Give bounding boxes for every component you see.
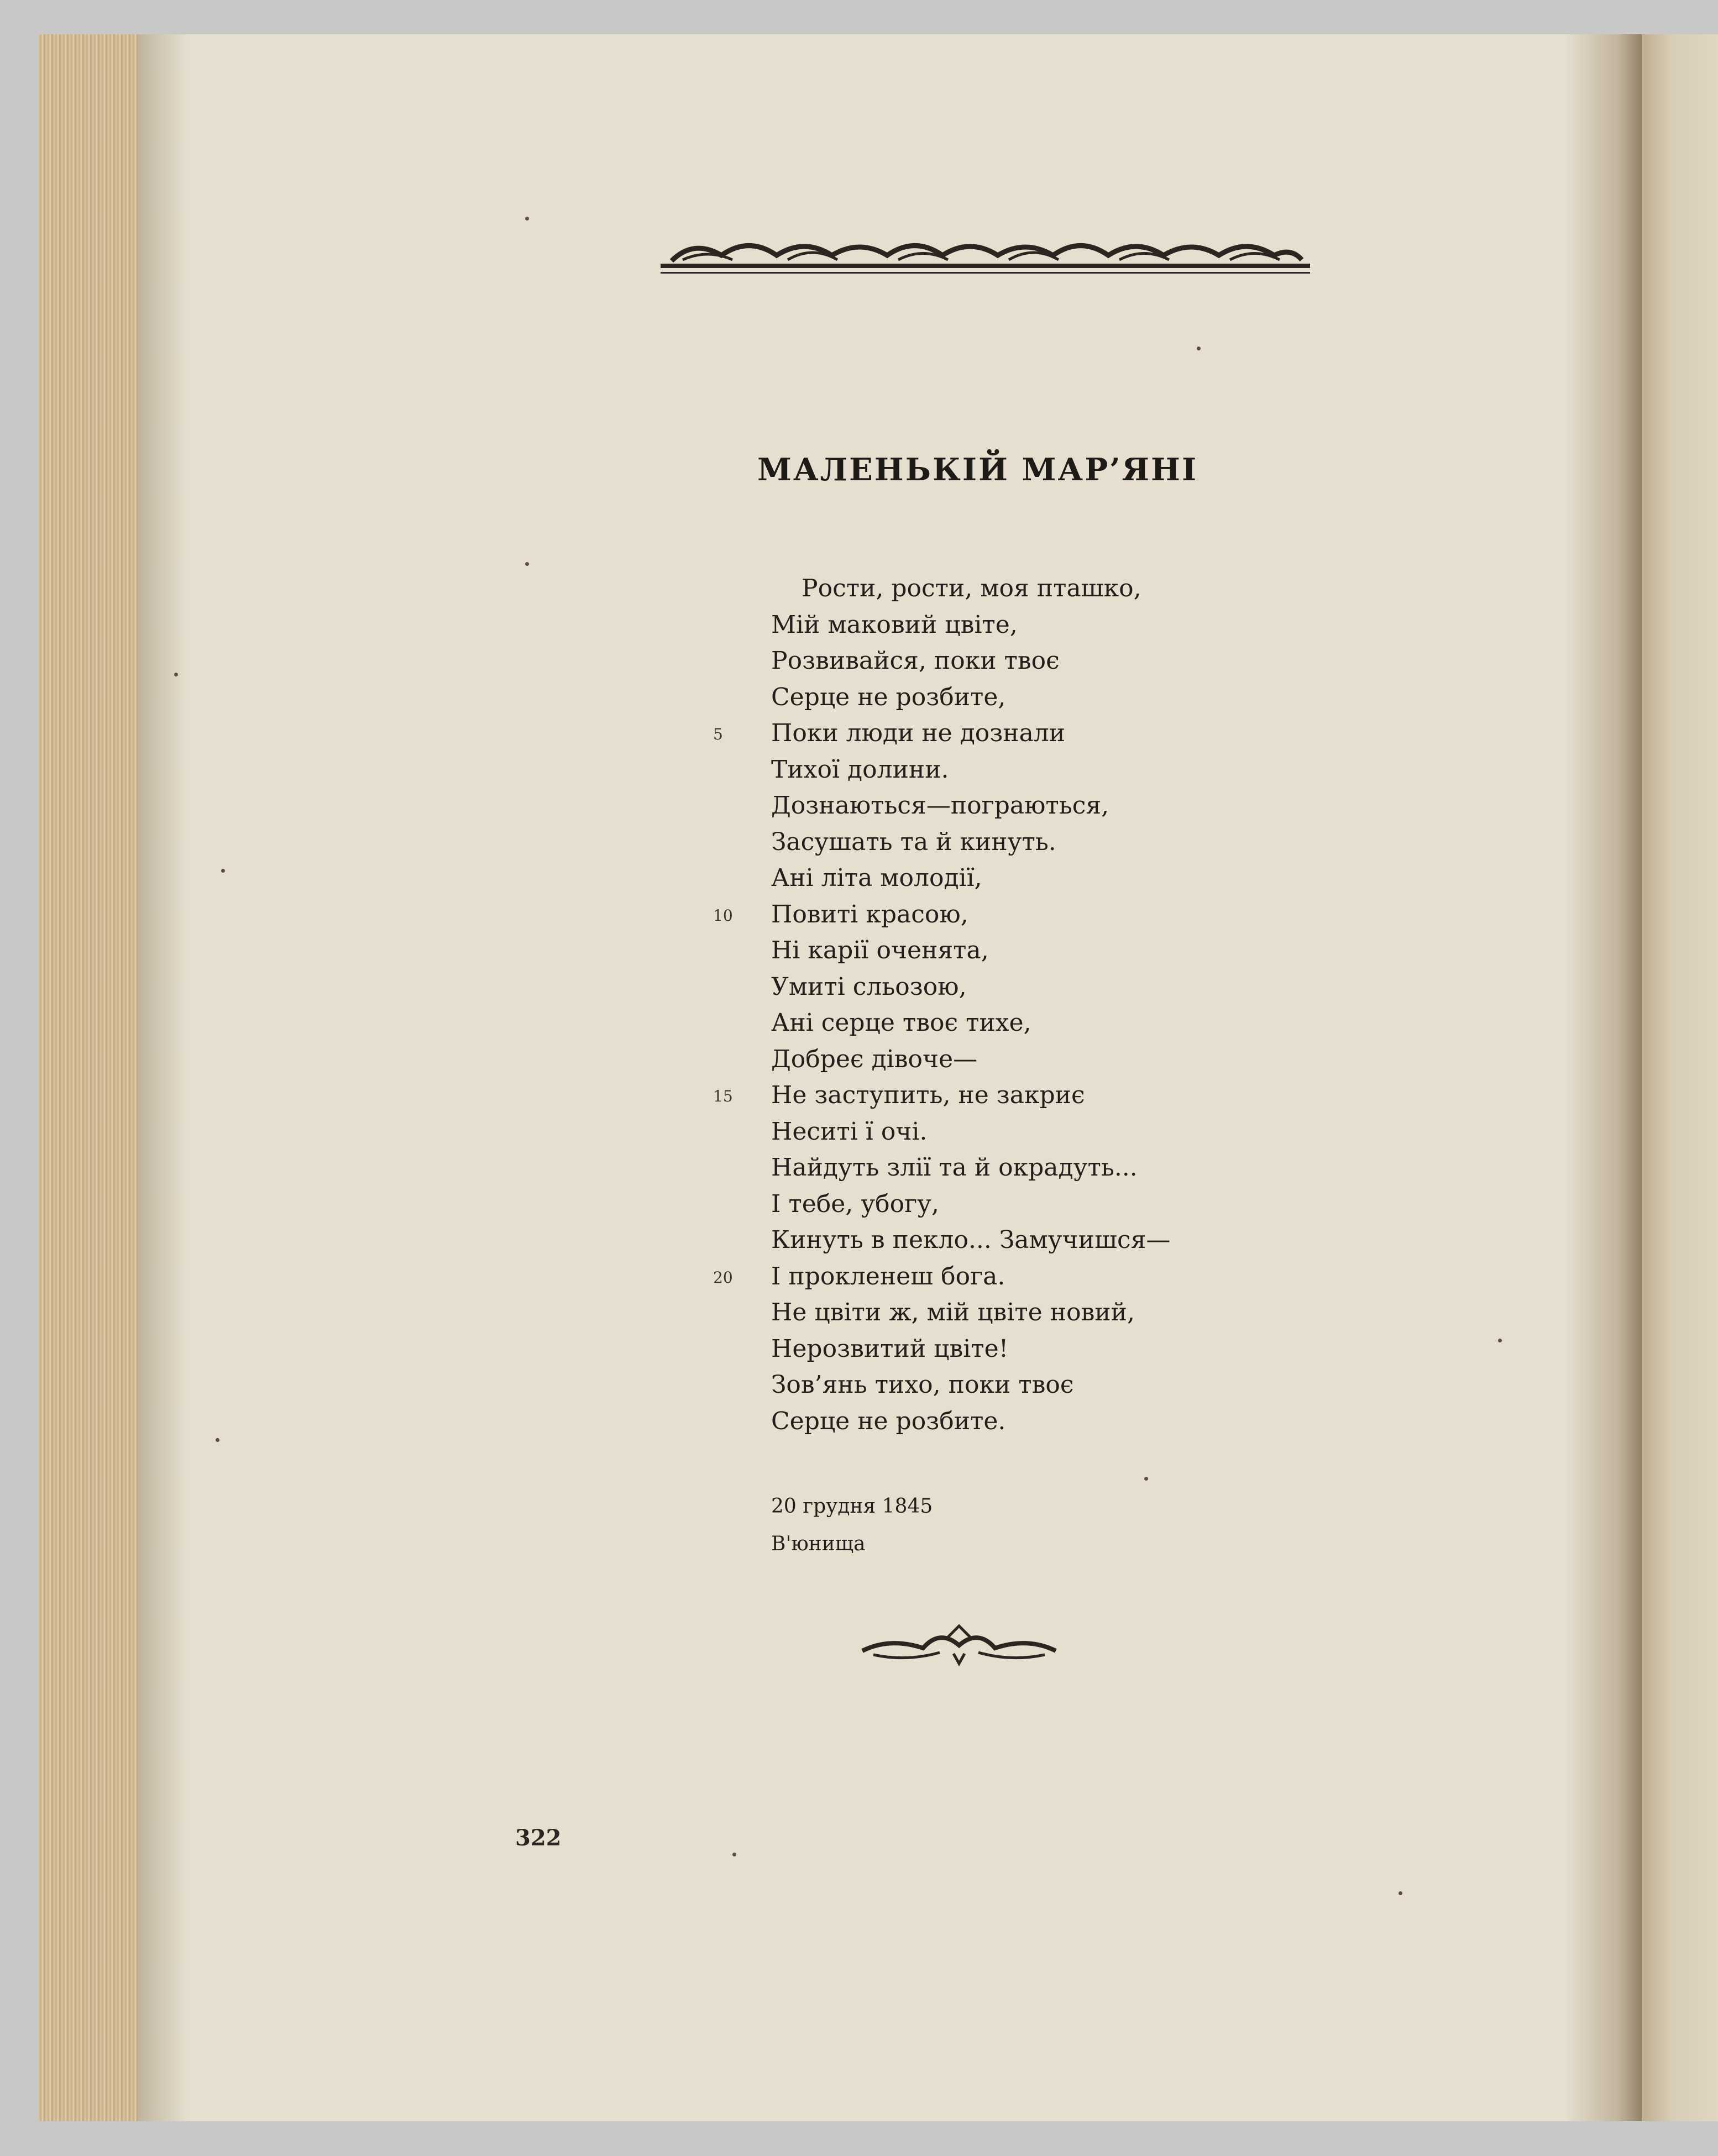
paper-speck (1197, 347, 1201, 350)
facing-page-edge (1642, 34, 1718, 2121)
poem-line-text: І тебе, убогу, (771, 1189, 940, 1218)
poem-line-text: Серце не розбите, (771, 683, 1006, 711)
poem-line (713, 1077, 1352, 1114)
paper-speck (1498, 1339, 1502, 1342)
poem-line (771, 1403, 1352, 1440)
poem-line-text: Розвивайся, поки твоє (771, 647, 1060, 675)
poem-line (771, 1222, 1352, 1258)
poem-line (713, 896, 1352, 933)
line-number: 15 (713, 1087, 733, 1105)
poem-line (771, 788, 1352, 824)
poem-line (771, 1114, 1352, 1150)
line-number: 20 (713, 1268, 733, 1287)
poem-line (771, 932, 1352, 969)
poem-line-text: Засушать та й кинуть. (771, 827, 1056, 856)
page-edge-shadow (138, 34, 188, 2121)
book-gutter (1564, 34, 1642, 2121)
poem-line-text: Рости, рости, моя пташко, (802, 574, 1141, 602)
paper-speck (525, 562, 529, 566)
poem-line-text: Мій маковий цвіте, (771, 610, 1018, 639)
paper-speck (221, 869, 225, 873)
poem-line (771, 1367, 1352, 1403)
poem-line-text: Не заступить, не закриє (771, 1081, 1085, 1109)
poem-line-text: Кинуть в пекло... Замучишся— (771, 1226, 1171, 1254)
poem-line (771, 1331, 1352, 1367)
poem-line (713, 715, 1352, 752)
poem-line (771, 1150, 1352, 1186)
line-number: 5 (713, 725, 723, 743)
paper-speck (1144, 1477, 1148, 1481)
poem-line (771, 969, 1352, 1005)
poem-body (713, 570, 1352, 1439)
poem-line-text: І прокленеш бога. (771, 1262, 1005, 1291)
poem-line-text: Поки люди не дознали (771, 719, 1066, 747)
poem-title: МАЛЕНЬКІЙ МАР’ЯНІ (757, 452, 1198, 488)
poem-line (771, 643, 1352, 679)
page-edges (39, 34, 138, 2121)
dateline (771, 1488, 933, 1563)
paper-speck (216, 1438, 219, 1442)
poem-line (771, 1294, 1352, 1331)
poem-line (771, 570, 1352, 607)
poem-line-text: Умиті сльозою, (771, 972, 967, 1001)
poem-date: 20 грудня 1845 (771, 1495, 933, 1518)
poem-line-text: Добреє дівоче— (771, 1045, 978, 1073)
poem-line-text: Ні карії оченята, (771, 936, 989, 964)
poem-line (771, 860, 1352, 896)
poem-line-text: Дознаються—пограються, (771, 791, 1109, 820)
poem-line (771, 1041, 1352, 1078)
decorative-tailpiece (857, 1620, 1061, 1670)
poem-line (771, 752, 1352, 788)
poem-line-text: Неситі ї очі. (771, 1117, 928, 1146)
decorative-headpiece (661, 233, 1310, 283)
paper-speck (525, 217, 529, 221)
poem-line (771, 607, 1352, 643)
poem-line-text: Нерозвитий цвіте! (771, 1334, 1009, 1363)
poem-line-text: Найдуть злії та й окрадуть... (771, 1153, 1138, 1182)
paper-speck (732, 1853, 736, 1856)
page-number: 322 (515, 1825, 562, 1851)
poem-line-text: Зов’янь тихо, поки твоє (771, 1371, 1074, 1399)
poem-line (771, 1186, 1352, 1223)
poem-line (771, 1005, 1352, 1041)
poem-line-text: Не цвіти ж, мій цвіте новий, (771, 1298, 1135, 1326)
poem-line-text: Серце не розбите. (771, 1407, 1006, 1435)
line-number: 10 (713, 906, 733, 925)
poem-line (771, 824, 1352, 861)
poem-place: В'юнища (771, 1533, 866, 1555)
poem-line (713, 1258, 1352, 1295)
paper-speck (1399, 1891, 1402, 1895)
poem-line-text: Ані літа молодії, (771, 864, 982, 892)
poem-line-text: Повиті красою, (771, 900, 968, 929)
book-page (39, 34, 1718, 2121)
paper-speck (174, 673, 178, 676)
poem-line-text: Ані серце твоє тихе, (771, 1009, 1031, 1037)
poem-line (771, 679, 1352, 716)
poem-line-text: Тихої долини. (771, 755, 949, 784)
